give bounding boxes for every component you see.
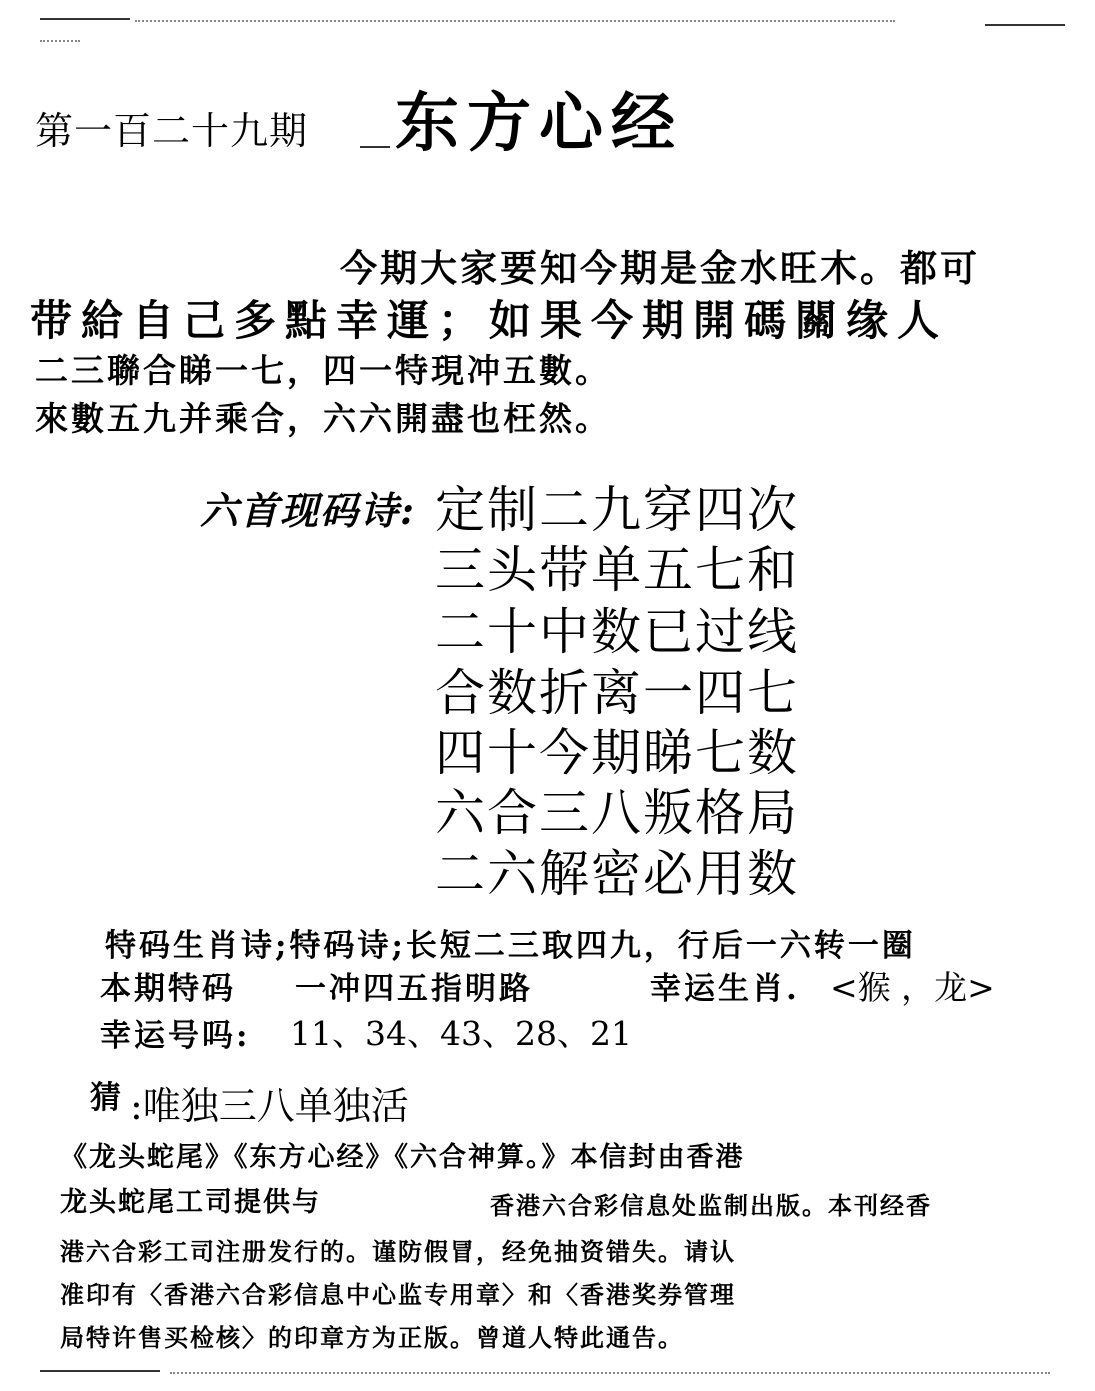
poem-line-3: 二十中数已过线 bbox=[435, 603, 799, 661]
footer-line-4: 准印有〈香港六合彩信息中心监专用章〉和〈香港奖券管理 bbox=[60, 1281, 736, 1309]
poem-line-2: 三头带单五七和 bbox=[435, 541, 799, 599]
intro-line-2: 带給自己多點幸運；如果今期開碼關缘人 bbox=[30, 296, 949, 345]
footer-line-5: 局特许售买检核〉的印章方为正版。曾道人特此通告。 bbox=[60, 1324, 684, 1352]
guess-label: 猜 bbox=[90, 1080, 124, 1116]
poem-line-6: 六合三八叛格局 bbox=[435, 784, 799, 842]
lucky-numbers: 11、34、43、28、21 bbox=[290, 1014, 632, 1053]
special-poem-line: 特码生肖诗;特码诗;长短二三取四九，行后一六转一圈 bbox=[105, 928, 916, 964]
lucky-zodiac-value: <猴 ，龙> bbox=[830, 968, 995, 1007]
bottom-dotted-rule bbox=[170, 1372, 1050, 1374]
guess-text: :唯独三八单独活 bbox=[130, 1084, 409, 1128]
footer-line-1: 《龙头蛇尾》《东方心经》《六合神算。》本信封由香港 bbox=[60, 1142, 745, 1173]
poem-label: 六首现码诗: bbox=[200, 488, 417, 533]
intro-line-4: 來數五九并乘合，六六開盡也枉然。 bbox=[35, 399, 611, 438]
issue-number: 第一百二十九期 bbox=[35, 109, 309, 153]
top-rule-right bbox=[985, 24, 1065, 26]
title-underline bbox=[360, 146, 390, 148]
left-dotted-mark bbox=[40, 40, 80, 42]
poem-line-7: 二六解密必用数 bbox=[435, 845, 799, 903]
footer-line-3: 港六合彩工司注册发行的。谨防假冒，经免抽资错失。请认 bbox=[60, 1238, 736, 1266]
intro-line-1: 今期大家要知今期是金水旺木。都可 bbox=[340, 246, 980, 290]
poem-line-1: 定制二九穿四次 bbox=[435, 481, 799, 539]
footer-line-2a: 龙头蛇尾工司提供与 bbox=[60, 1187, 321, 1218]
footer-line-2b: 香港六合彩信息处监制出版。本刊经香 bbox=[490, 1192, 932, 1220]
top-dotted-rule bbox=[135, 20, 895, 22]
lucky-zodiac-label: 幸运生肖. bbox=[650, 971, 800, 1007]
lucky-numbers-label: 幸运号吗: bbox=[100, 1018, 251, 1054]
special-code-hint: 一冲四五指明路 bbox=[295, 971, 533, 1007]
top-rule-left bbox=[40, 18, 130, 20]
special-code-label: 本期特码 bbox=[100, 971, 236, 1007]
bottom-rule-left bbox=[40, 1370, 160, 1372]
poem-line-4: 合数折离一四七 bbox=[435, 664, 799, 722]
page-title: 东方心经 bbox=[395, 87, 683, 161]
intro-line-3: 二三聯合睇一七，四一特現冲五數。 bbox=[35, 351, 611, 390]
poem-line-5: 四十今期睇七数 bbox=[435, 724, 799, 782]
